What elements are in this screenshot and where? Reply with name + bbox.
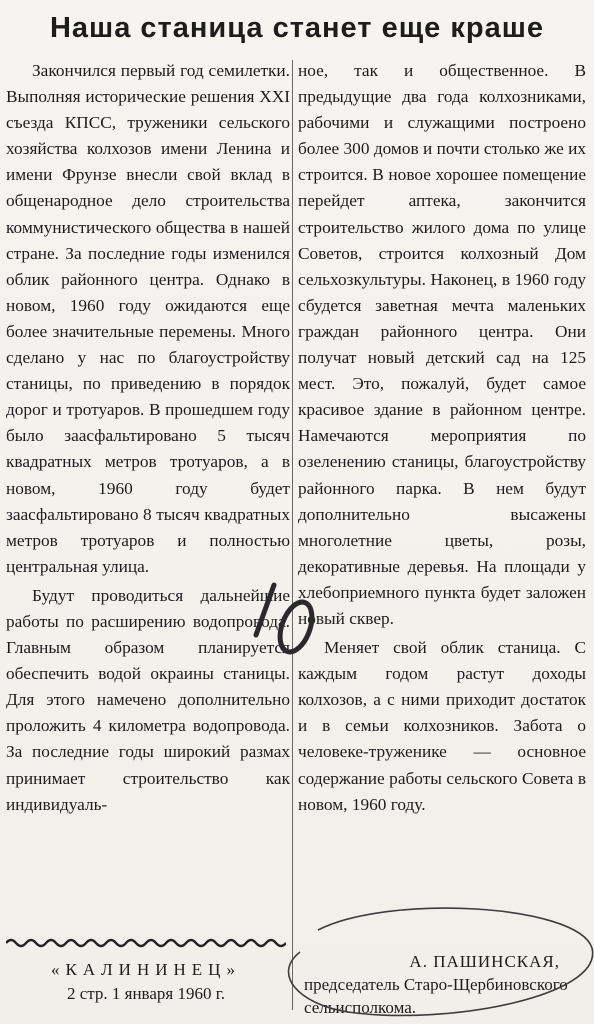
source-block	[6, 958, 286, 1006]
signature-author: А. ПАШИНСКАЯ,	[409, 952, 560, 971]
newspaper-name: «КАЛИНИНЕЦ»	[51, 960, 241, 979]
column-divider	[292, 60, 293, 1010]
right-paragraph-1: ное, так и общественное. В предыдущие два года колхозниками, рабочими и служащими построено более 300 домов и почти столько же их строится. В новое хорошее помещение перейдет аптека, закончится строительство жилого дома по улице Советов, строится колхозный Дом сельхозкультуры. Наконец, в 1960 году сбудется заветная мечта маленьких граждан районного центра. Они получат новый детский сад на 125 мест. Это, пожалуй, будет самое красивое здание в районном центре. Намечаются мероприятия по озеленению станицы, благоустройству районного парка. В нем будут дополнительно высажены многолетние цветы, розы, декоративные деревья. На площади у хлебоприемного пункта будет заложен новый сквер.	[298, 61, 586, 628]
page-and-date: 2 стр. 1 января 1960 г.	[66, 984, 226, 1003]
left-paragraph-2: Будут проводиться дальнейшие работы по расширению водопровода. Главным образом планируется обеспечить водой окраины станицы. Для этого намечено дополнительно проложить 4 километра водопровода. За последние годы широкий размах принимает строительство как индивидуаль-	[6, 585, 290, 814]
left-column	[6, 58, 290, 818]
right-column	[298, 58, 586, 818]
left-paragraph-1: Закончился первый год семилетки. Выполняя исторические решения XXI съезда КПСС, труженики сельского хозяйства колхозов имени Ленина и имени Фрунзе внесли свой вклад в общенародное дело строительства коммунистического общества в нашей стране. За последние годы изменился облик районного центра. Однако в новом, 1960 году ожидаются еще более значительные перемены. Много сделано у нас по благоустройству станицы, по приведению в порядок дорог и тротуаров. В прошедшем году было заасфальтировано 5 тысяч квадратных метров тротуаров, а в новом, 1960 году будет заасфальтировано 8 тысяч квадратных метров тротуаров и полностью центральная улица.	[6, 61, 290, 576]
wavy-separator	[6, 936, 286, 950]
right-paragraph-2: Меняет свой облик станица. С каждым годом растут доходы колхозов, а с ними приходит достаток и в семьи колхозников. Забота о человеке-труженике — основное содержание работы сельского Совета в новом, 1960 году.	[298, 638, 586, 814]
signature-role: председатель Старо-Щербиновского сельисполкома.	[304, 975, 568, 1017]
signature-block	[298, 950, 586, 1019]
headline: Наша станица станет еще краше	[49, 12, 545, 44]
